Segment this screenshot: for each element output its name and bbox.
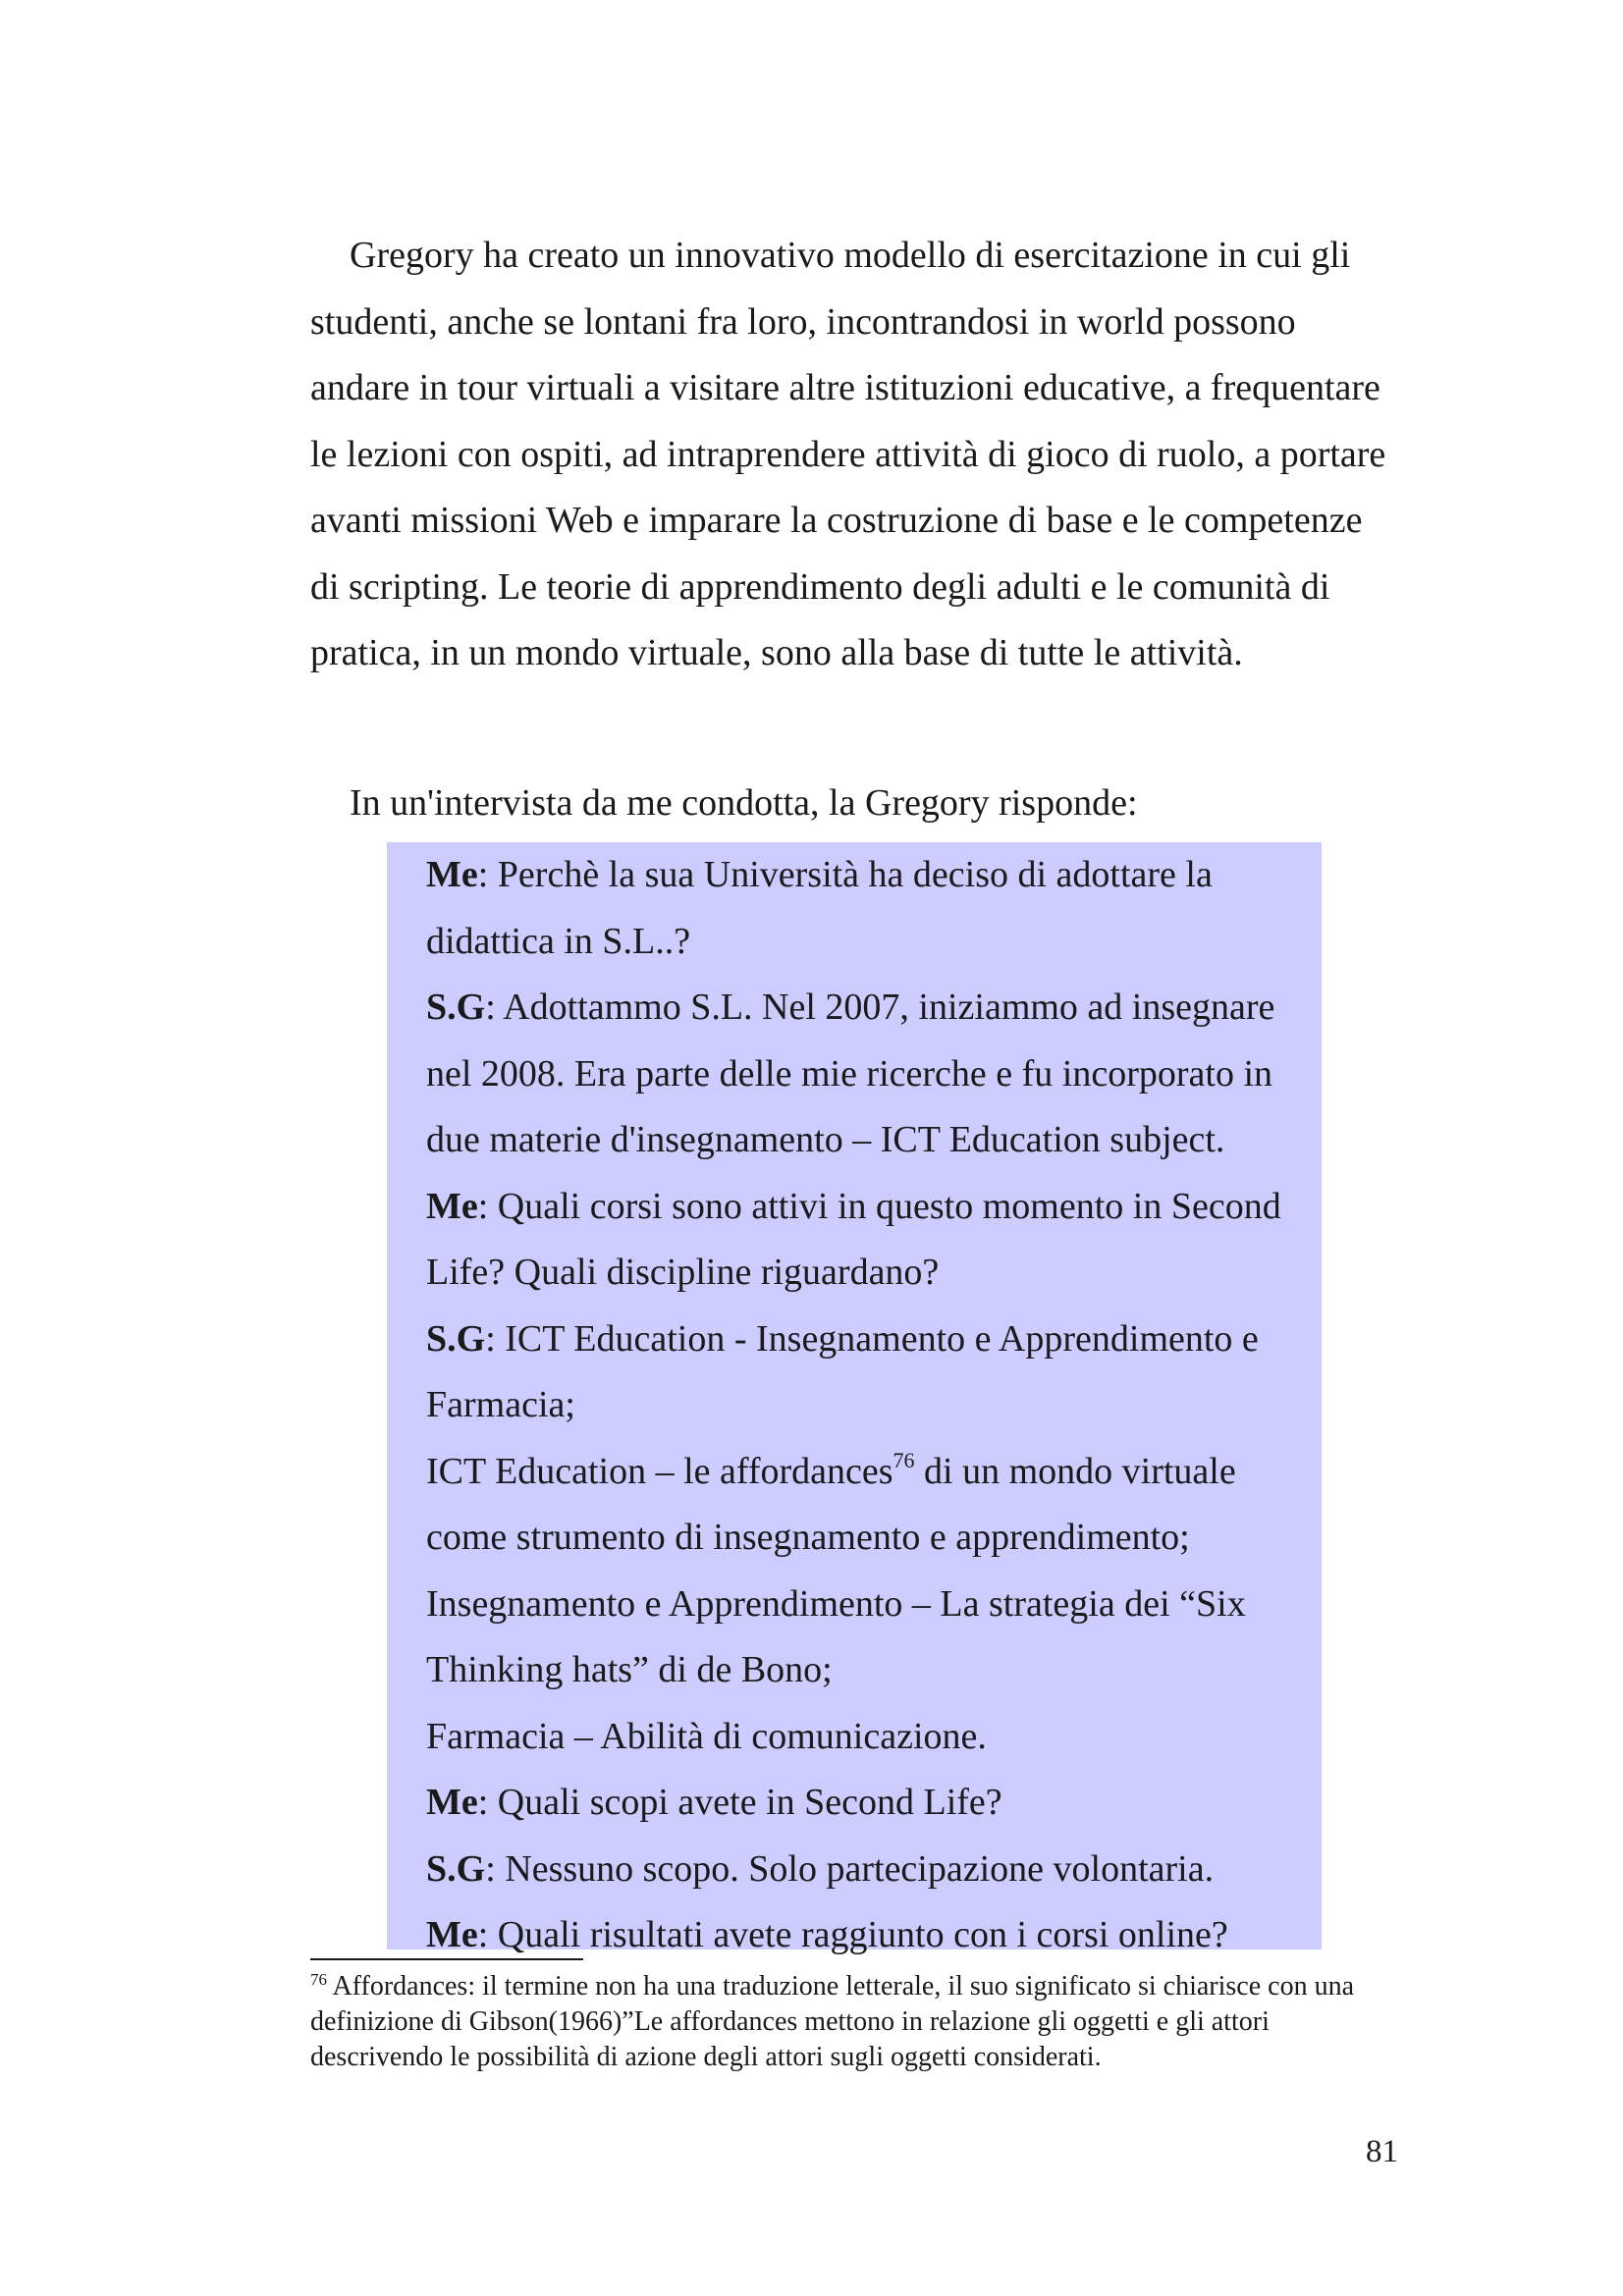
interview-line	[426, 1837, 1214, 1903]
interview-text: : Perchè la sua Università ha deciso di adottare la	[477, 854, 1213, 895]
interview-line	[426, 909, 690, 976]
interview-line	[426, 1439, 1236, 1506]
interview-text: : ICT Education - Insegnamento e Apprendimento e	[485, 1317, 1259, 1360]
interview-line	[426, 1505, 1190, 1572]
interview-text: Insegnamento e Apprendimento – La strategia dei “Six	[426, 1582, 1246, 1625]
footnote-separator	[310, 1958, 583, 1960]
interview-text: ICT Education – le affordances	[426, 1450, 893, 1492]
speaker-label: S.G	[426, 1317, 486, 1360]
interview-block	[387, 842, 1322, 1955]
speaker-label: S.G	[426, 987, 486, 1028]
interview-text: Life? Quali discipline riguardano?	[426, 1252, 940, 1293]
page-number: 81	[1366, 2134, 1398, 2169]
interview-text: nel 2008. Era parte delle mie ricerche e fu incorporato in	[426, 1052, 1272, 1095]
interview-line	[426, 975, 1274, 1041]
interview-line	[426, 1240, 939, 1307]
interview-text: didattica in S.L..?	[426, 920, 691, 962]
interview-text: due materie d'insegnamento – ICT Education subject.	[426, 1119, 1225, 1160]
footnote-reference: 76	[893, 1447, 915, 1472]
interview-text-continued: di un mondo virtuale	[914, 1450, 1236, 1492]
interview-line	[426, 1704, 987, 1771]
interview-text: : Quali scopi avete in Second Life?	[477, 1782, 1002, 1823]
interview-text: : Nessuno scopo. Solo partecipazione volontaria.	[485, 1847, 1215, 1890]
interview-text: : Adottammo S.L. Nel 2007, iniziammo ad insegnare	[485, 987, 1275, 1028]
speaker-label: Me	[426, 1914, 478, 1955]
footnote	[310, 1969, 1400, 2075]
speaker-label: Me	[426, 1782, 478, 1823]
footnote-text: Affordances: il termine non ha una traduzione letterale, il suo significato si chiarisce con una definizione di Gibson(1966)”Le affordances mettono in relazione gli oggetti e gli attori descrivendo le possibilità di azione degli attori sugli oggetti considerati.	[310, 1971, 1355, 2072]
footnote-number: 76	[310, 1970, 327, 1989]
interview-line	[426, 1107, 1224, 1174]
interview-line	[426, 1372, 575, 1439]
interview-text: : Quali risultati avete raggiunto con i corsi online?	[477, 1914, 1228, 1955]
interview-text: come strumento di insegnamento e apprendimento;	[426, 1517, 1190, 1558]
interview-text: Farmacia;	[426, 1384, 575, 1425]
body-paragraph: Gregory ha creato un innovativo modello di esercitazione in cui gli studenti, anche se lontani fra loro, incontrandosi in world possono andare in tour virtuali a visitare altre istituzioni educative, a frequentare le lezioni con ospiti, ad intraprendere attività di gioco di ruolo, a portare avanti missioni Web e imparare la costruzione di base e le competenze di scripting. Le teorie di apprendimento degli adulti e le comunità di pratica, in un mondo virtuale, sono alla base di tutte le attività.	[310, 235, 1386, 673]
interview-line	[426, 1572, 1246, 1638]
interview-text: Thinking hats” di de Bono;	[426, 1649, 833, 1690]
interview-text: Farmacia – Abilità di comunicazione.	[426, 1715, 987, 1757]
interview-line	[426, 842, 1213, 909]
speaker-label: Me	[426, 1185, 478, 1227]
interview-line	[426, 1637, 833, 1704]
interview-intro: In un'intervista da me condotta, la Gregory risponde:	[350, 782, 1138, 824]
speaker-label: S.G	[426, 1847, 486, 1890]
speaker-label: Me	[426, 854, 478, 895]
interview-line	[426, 1174, 1281, 1241]
interview-text: : Quali corsi sono attivi in questo momento in Second	[477, 1185, 1281, 1227]
interview-line	[426, 1770, 1002, 1837]
interview-line	[426, 1041, 1272, 1108]
interview-line	[426, 1307, 1259, 1373]
